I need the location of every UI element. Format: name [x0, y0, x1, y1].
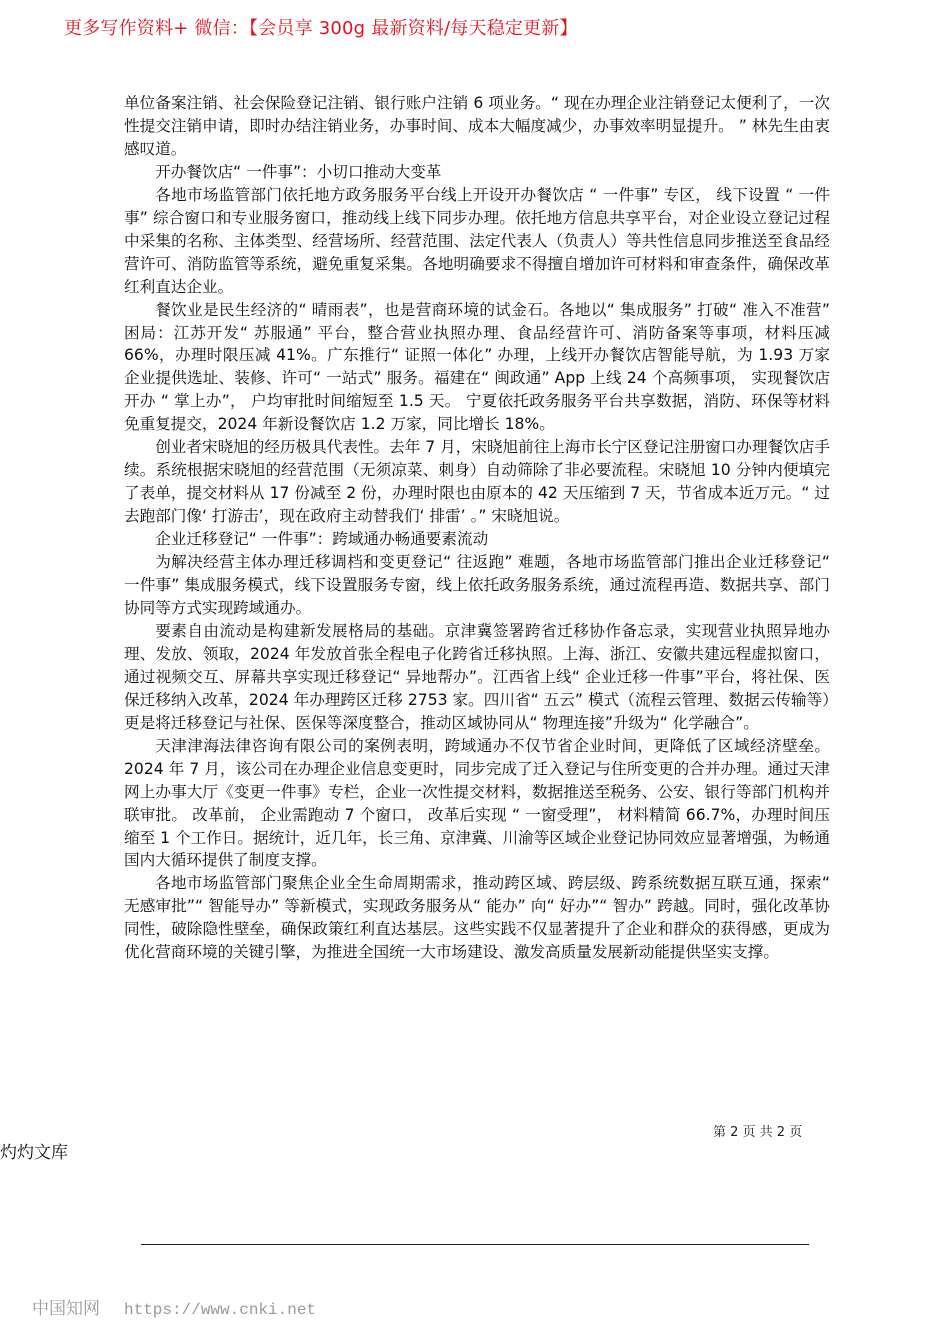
paragraph: 各地市场监管部门聚焦企业全生命周期需求，推动跨区域、跨层级、跨系统数据互联互通，探索“ 无感审批”“ 智能导办” 等新模式，实现政务服务从“ 能办” 向“ 好办”“ 智办” 跨越。同时，强化改革协同性，破除隐性壁垒，确保政策红利直达基层。这些实践不仅显著提升了企业和群众的获得感，更成为优化营商环境的关键引擎，为推进全国统一大市场建设、激发高质量发展新动能提供坚实支撑。: [124, 874, 830, 962]
page-number: 第 2 页 共 2 页: [713, 1125, 803, 1140]
paragraph: 为解决经营主体办理迁移调档和变更登记“ 往返跑” 难题，各地市场监管部门推出企业迁移登记“ 一件事” 集成服务模式，线下设置服务专窗，线上依托政务服务系统，通过流程再造、数据共享、部门协同等方式实现跨域通办。: [124, 553, 830, 617]
article-body: [124, 92, 830, 964]
paragraph: 单位备案注销、社会保险登记注销、银行账户注销 6 项业务。“ 现在办理企业注销登记太便利了，一次性提交注销申请，即时办结注销业务，办事时间、成本大幅度减少，办事效率明显提升。 ” 林先生由衷感叹道。: [124, 94, 830, 158]
paragraph: 餐饮业是民生经济的“ 晴雨表”，也是营商环境的试金石。各地以“ 集成服务” 打破“ 准入不准营” 困局：江苏开发“ 苏服通” 平台，整合营业执照办理、食品经营许可、消防备案等事项，材料压减 66%，办理时限压减 41%。广东推行“ 证照一体化” 办理，上线开办餐饮店智能导航，为 1.93 万家企业提供选址、装修、许可“ 一站式” 服务。福建在“ 闽政通” App 上线 24 个高频事项， 实现餐饮店开办 “ 掌上办”， 户均审批时间缩短至 1.5 天。 宁夏依托政务服务平台共享数据，消防、环保等材料免重复提交，2024 年新设餐饮店 1.2 万家，同比增长 18%。: [124, 300, 830, 434]
cnki-url: https://www.cnki.net: [124, 1301, 317, 1319]
cnki-name: 中国知网: [32, 1299, 100, 1319]
section-heading: 企业迁移登记“ 一件事”：跨域通办畅通要素流动: [155, 530, 489, 549]
cnki-footer: [32, 1294, 316, 1319]
promo-banner: 更多写作资料+ 微信：【会员享 300g 最新资料/每天稳定更新】: [64, 18, 578, 39]
section-heading: 开办餐饮店“ 一件事”：小切口推动大变革: [155, 162, 442, 181]
paragraph: 天津津海法律咨询有限公司的案例表明，跨域通办不仅节省企业时间，更降低了区域经济壁垒。2024 年 7 月，该公司在办理企业信息变更时，同步完成了迁入登记与住所变更的合并办理。通过天津网上办事大厅《变更一件事》专栏，企业一次性提交材料，数据推送至税务、公安、银行等部门机构并联审批。 改革前， 企业需跑动 7 个窗口， 改革后实现 “ 一窗受理”， 材料精简 66.7%，办理时间压缩至 1 个工作日。据统计，近几年，长三角、京津冀、川渝等区域企业登记协同效应显著增强，为畅通国内大循环提供了制度支撑。: [124, 736, 830, 870]
divider: [141, 1244, 809, 1245]
paragraph: 创业者宋晓旭的经历极具代表性。去年 7 月，宋晓旭前往上海市长宁区登记注册窗口办理餐饮店手续。系统根据宋晓旭的经营范围（无须凉菜、刺身）自动筛除了非必要流程。宋晓旭 10 分钟内便填完了表单，提交材料从 17 份减至 2 份，办理时限也由原本的 42 天压缩到 7 天，节省成本近万元。“ 过去跑部门像‘ 打游击’，现在政府主动替我们‘ 排雷’ 。” 宋晓旭说。: [124, 438, 830, 526]
paragraph: 要素自由流动是构建新发展格局的基础。京津冀签署跨省迁移协作备忘录，实现营业执照异地办理、发放、领取，2024 年发放首张全程电子化跨省迁移执照。上海、浙江、安徽共建远程虚拟窗口，通过视频交互、屏幕共享实现迁移登记“ 异地帮办”。江西省上线“ 企业迁移一件事”平台，将社保、医保迁移纳入改革，2024 年办理跨区迁移 2753 家。四川省“ 五云” 模式（流程云管理、数据云传输等）更是将迁移登记与社保、医保等深度整合，推动区域协同从“ 物理连接”升级为“ 化学融合”。: [124, 621, 830, 732]
paragraph: 各地市场监管部门依托地方政务服务平台线上开设开办餐饮店 “ 一件事” 专区， 线下设置 “ 一件事” 综合窗口和专业服务窗口，推动线上线下同步办理。依托地方信息共享平台，对企业设立登记过程中采集的名称、主体类型、经营场所、经营范围、法定代表人（负责人）等共性信息同步推送至食品经营许可、消防监管等系统，避免重复采集。各地明确要求不得擅自增加许可材料和审查条件，确保改革红利直达企业。: [124, 185, 830, 296]
brand-label: 灼灼文库: [0, 1143, 68, 1163]
